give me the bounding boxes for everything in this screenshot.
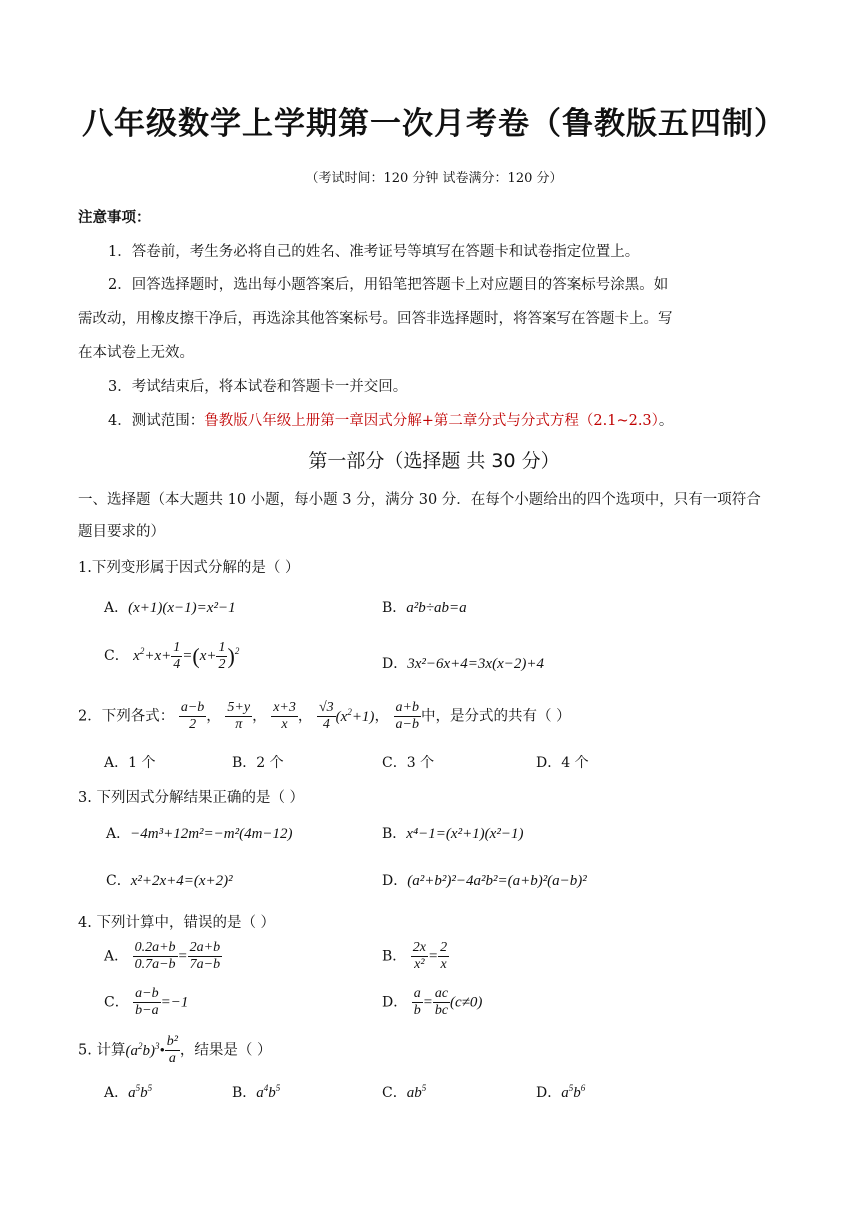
q3-option-a [106,823,293,843]
q5-b-expr: $a^4b^5$ [256,1083,281,1101]
question-4-stem: 4. 下列计算中，错误的是（ ） [78,915,276,931]
q5-stem-prefix: 5. 计算 [78,1042,126,1059]
q2-stem-prefix: 2．下列各式： [78,708,175,725]
q1-option-c [104,640,239,673]
q3-a-label: A． [106,826,131,842]
q2-frac-3: $\frac{x+3}{x}$ [273,700,296,732]
q5-d-label: D． [536,1085,562,1101]
q1-d-expr: 3x²−6x+4=3x(x−2)+4 [407,656,544,672]
q5-a-label: A． [104,1085,129,1101]
section-desc-cont: 题目要求的） [78,524,165,540]
question-1-stem: 1.下列变形属于因式分解的是（ ） [78,560,300,576]
q1-option-b [382,597,467,617]
q2-option-d: D．4 个 [536,755,589,771]
q5-option-b [232,1082,280,1102]
q2-frac-4: $\frac{√3}{4}$ [318,700,334,732]
q3-d-label: D． [382,873,408,889]
q5-expr: $(a^2b)^3•$ [125,1040,165,1059]
q3-b-expr: x⁴−1=(x²+1)(x²−1) [406,826,524,842]
q2-frac-5: $\frac{a+b}{a-b}$ [395,700,419,732]
q4-b-label: B． [382,948,407,965]
q1-a-label: A． [104,600,129,616]
q5-stem-suffix: ，结果是（ ） [179,1042,272,1059]
q4-a-left: $\frac{0.2a+b}{0.7a-b}$ [134,940,176,972]
q2-stem-suffix: 中，是分式的共有（ ） [421,708,571,725]
q1-c-expr: $x^2+x+$ $\frac{1}{4}$ =(x+ $\frac{1}{2}$ )$^2$ [133,640,240,672]
q3-b-label: B． [382,826,407,842]
q2-frac-2: $\frac{5+y}{\pi}$ [227,700,251,732]
q2-option-b: B．2 个 [232,755,284,771]
q4-option-c [104,986,188,1019]
q1-option-a [104,597,236,617]
q5-option-c [382,1082,426,1102]
page-title: 八年级数学上学期第一次月考卷（鲁教版五四制） [82,106,786,142]
question-5-stem [78,1034,272,1067]
notice-item-4-suffix: 。 [658,413,674,429]
q2-option-a: A．1 个 [104,755,156,771]
q1-a-expr: (x+1)(x−1)=x²−1 [128,600,236,616]
q4-c-right: =−1 [160,994,189,1011]
q4-d-right: $\frac{ac}{bc}$ [434,986,449,1018]
q1-b-label: B． [382,600,407,616]
q3-option-d [382,870,587,890]
notice-item-3: 3．考试结束后，将本试卷和答题卡一并交回。 [108,379,408,395]
notice-item-2: 2．回答选择题时，选出每小题答案后，用铅笔把答题卡上对应题目的答案标号涂黑。如 [108,277,669,293]
q4-d-label: D． [382,994,408,1011]
question-3-stem: 3. 下列因式分解结果正确的是（ ） [78,790,305,806]
q5-c-expr: $ab^5$ [406,1083,427,1101]
q1-c-label: C． [104,647,129,664]
notice-item-4-prefix: 4．测试范围： [108,413,205,429]
section-desc: 一、选择题（本大题共 10 小题，每小题 3 分，满分 30 分．在每个小题给出的四个选项中，只有一项符合 [78,492,761,508]
q4-option-b: B． $\frac{2x}{\text{x²}}$ = $\frac{2}{x}$ [382,940,448,972]
q5-a-expr: $a^5b^5$ [128,1083,153,1101]
q1-d-label: D． [382,656,408,672]
q4-a-label: A． [104,948,129,965]
q4-b-left: $\frac{2x}{\text{x²}}$ [412,940,426,972]
q4-a-right: $\frac{2a+b}{7a-b}$ [189,940,221,972]
q2-expr-4-tail: $(x^2+1)$ [335,706,375,725]
q1-option-d [382,653,544,673]
notice-item-2-cont: 需改动，用橡皮擦干净后，再选涂其他答案标号。回答非选择题时，将答案写在答题卡上。写 [78,311,673,327]
q3-a-expr: −4m³+12m²=−m²(4m−12) [130,826,293,842]
q2-option-c: C．3 个 [382,755,435,771]
question-2-stem: 2．下列各式： $\frac{a-b}{2}$ ， $\frac{5+y}{\pi}$ ， $\frac{x+3}{x}$ ， $\frac{√3}{4}$ $(x^2+1)$， $\frac{a+b}{a-b}$ 中，是分式的共有（ ） [78,700,571,732]
q5-d-expr: $a^5b^6$ [561,1083,586,1101]
test-range: 鲁教版八年级上册第一章因式分解+第二章分式与分式方程（2.1~2.3） [204,413,659,429]
exam-info: （考试时间：120 分钟 试卷满分：120 分） [305,171,563,186]
q5-option-a [104,1082,152,1102]
q5-frac: $\frac{\text{b²}}{a}$ [166,1034,178,1066]
q3-option-c [106,870,233,890]
q3-c-label: C． [106,873,131,889]
notice-item-4 [108,409,673,430]
q5-c-label: C． [382,1085,407,1101]
notice-heading: 注意事项： [78,209,151,226]
q3-c-expr: x²+2x+4=(x+2)² [130,873,233,889]
q4-option-d: D． $\frac{a}{b}$ = $\frac{ac}{bc}$ (c≠0) [382,986,483,1018]
q4-d-condition: (c≠0) [450,994,483,1011]
q4-c-label: C． [104,994,129,1011]
q2-frac-1: $\frac{a-b}{2}$ [180,700,205,732]
q3-d-expr: (a²+b²)²−4a²b²=(a+b)²(a−b)² [407,873,587,889]
q4-d-left: $\frac{a}{b}$ [413,986,421,1018]
q4-option-a: A． $\frac{0.2a+b}{0.7a-b}$ = $\frac{2a+b}{7a-b}$ [104,940,221,972]
q3-option-b [382,823,523,843]
q4-b-right: $\frac{2}{x}$ [440,940,448,972]
q4-c-left: $\frac{a-b}{b-a}$ [135,986,159,1018]
q5-b-label: B． [232,1085,257,1101]
notice-item-2-end: 在本试卷上无效。 [78,345,194,361]
notice-item-1: 1．答卷前，考生务必将自己的姓名、准考证号等填写在答题卡和试卷指定位置上。 [108,244,640,260]
section-title: 第一部分（选择题 共 30 分） [308,450,560,472]
q1-b-expr: a²b÷ab=a [406,600,467,616]
q5-option-d [536,1082,585,1102]
